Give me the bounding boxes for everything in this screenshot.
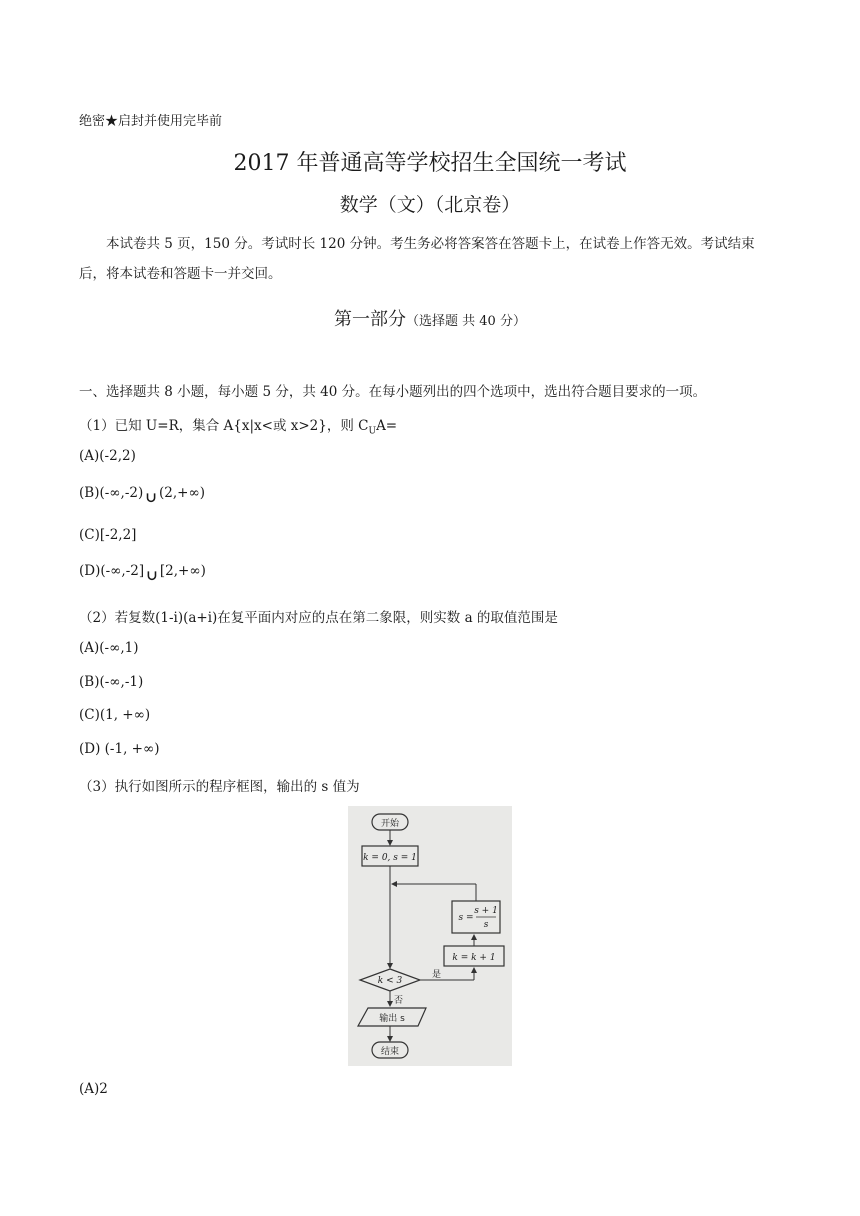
question-2-stem: （2）若复数(1-i)(a+i)在复平面内对应的点在第二象限，则实数 a 的取值范围是 bbox=[79, 610, 558, 626]
q1-stem-sub: U bbox=[368, 426, 377, 437]
update-s-lhs: s = bbox=[458, 913, 474, 923]
secret-label: 绝密★启封并使用完毕前 bbox=[79, 114, 223, 129]
q1-d-right: [2,+∞) bbox=[159, 563, 206, 579]
question-3-stem: （3）执行如图所示的程序框图，输出的 s 值为 bbox=[79, 779, 360, 795]
init-label: k = 0, s = 1 bbox=[363, 853, 417, 863]
part-heading bbox=[0, 305, 860, 331]
q1-option-b bbox=[79, 485, 205, 506]
flowchart-figure bbox=[348, 806, 512, 1066]
q1-option-a: (A)(-2,2) bbox=[79, 448, 136, 464]
intro-paragraph: 本试卷共 5 页，150 分。考试时长 120 分钟。考生务必将答案答在答题卡上，在试卷上作答无效。考试结束后，将本试卷和答题卡一并交回。 bbox=[79, 236, 755, 282]
update-s-denominator: s bbox=[483, 920, 489, 930]
q1-stem-before: （1）已知 U=R，集合 A{x|x<或 x>2}，则 C bbox=[79, 418, 369, 434]
q2-option-c: (C)(1, +∞) bbox=[79, 707, 151, 723]
q2-option-a: (A)(-∞,1) bbox=[79, 640, 139, 656]
no-label: 否 bbox=[394, 996, 404, 1006]
q1-option-d bbox=[79, 563, 206, 584]
exam-title: 2017 年普通高等学校招生全国统一考试 bbox=[233, 151, 627, 176]
q1-d-left: (D)(-∞,-2] bbox=[79, 563, 145, 579]
union-symbol: ∪ bbox=[145, 490, 157, 506]
union-symbol: ∪ bbox=[146, 568, 158, 584]
question-1-stem bbox=[79, 414, 397, 437]
condition-label: k < 3 bbox=[377, 976, 403, 986]
yes-label: 是 bbox=[432, 970, 442, 980]
section-instruction: 一、选择题共 8 小题，每小题 5 分，共 40 分。在每小题列出的四个选项中，选出符合题目要求的一项。 bbox=[79, 384, 707, 400]
subject-title: 数学（文）（北京卷） bbox=[339, 194, 521, 216]
part-title: 第一部分 bbox=[334, 309, 407, 330]
q1-option-c: (C)[-2,2] bbox=[79, 527, 137, 543]
q2-option-b: (B)(-∞,-1) bbox=[79, 674, 144, 690]
q1-b-left: (B)(-∞,-2) bbox=[79, 485, 144, 501]
q1-b-right: (2,+∞) bbox=[158, 485, 205, 501]
update-s-numerator: s + 1 bbox=[474, 906, 498, 916]
flowchart-diagram bbox=[348, 806, 512, 1066]
update-k-label: k = k + 1 bbox=[452, 953, 496, 963]
q2-option-d: (D) (-1, +∞) bbox=[79, 741, 160, 757]
start-label: 开始 bbox=[380, 819, 400, 829]
end-label: 结束 bbox=[380, 1047, 400, 1057]
q1-stem-after: A= bbox=[376, 418, 398, 434]
q3-option-a: (A)2 bbox=[79, 1081, 108, 1097]
output-label: 输出 s bbox=[379, 1014, 405, 1024]
part-note: （选择题 共 40 分） bbox=[406, 314, 526, 329]
